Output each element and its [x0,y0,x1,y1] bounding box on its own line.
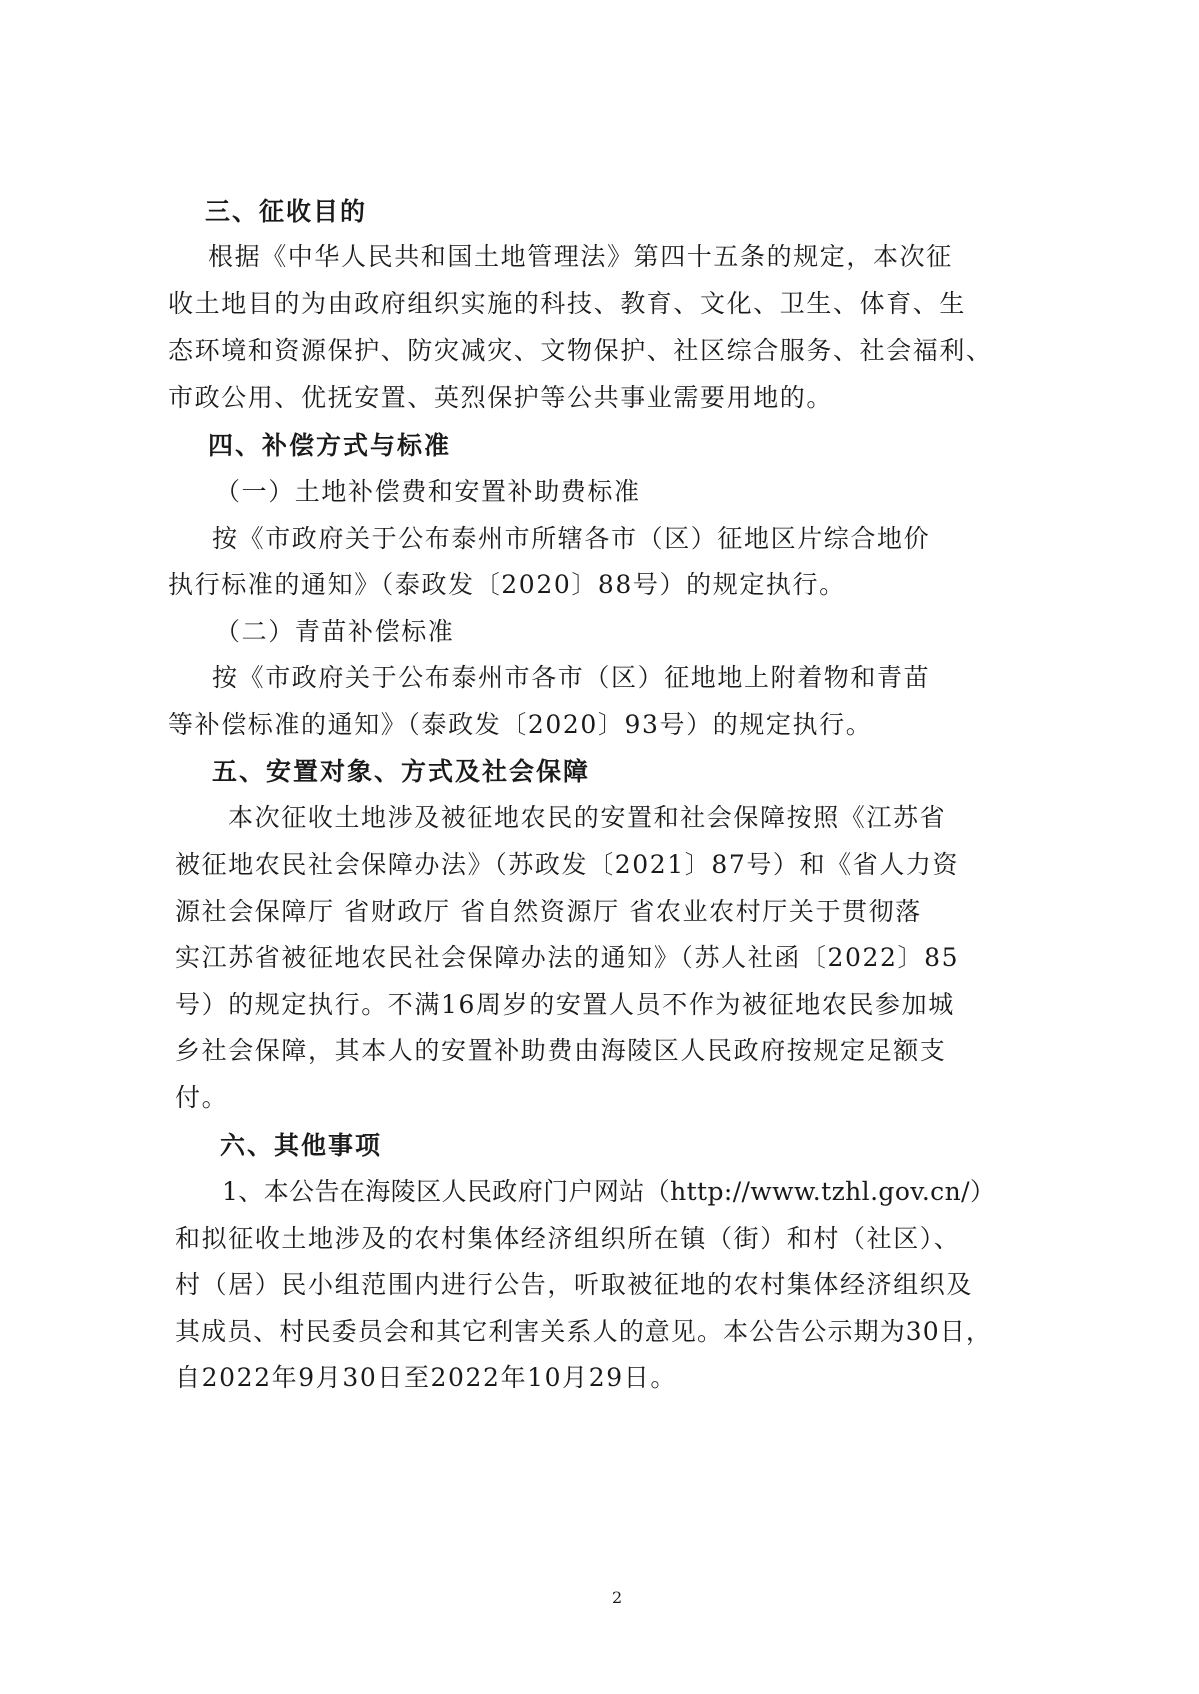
paragraph-line: 实江苏省被征地农民社会保障办法的通知》（苏人社函〔2022〕85 [175,943,960,972]
paragraph-line: 态环境和资源保护、防灾减灾、文物保护、社区综合服务、社会福利、 [168,336,993,365]
paragraph-line: 和拟征收土地涉及的农村集体经济组织所在镇（街）和村（社区）、 [175,1224,961,1253]
paragraph-line: 付。 [175,1083,229,1112]
paragraph-line: 等补偿标准的通知》（泰政发〔2020〕93号）的规定执行。 [168,710,873,739]
paragraph-line: 被征地农民社会保障办法》（苏政发〔2021〕87号）和《省人力资 [175,850,960,879]
paragraph-line: 按《市政府关于公布泰州市各市（区）征地地上附着物和青苗 [212,663,931,692]
paragraph-line: 执行标准的通知》（泰政发〔2020〕88号）的规定执行。 [168,570,846,599]
section-heading-resettlement: 五、安置对象、方式及社会保障 [212,757,591,786]
paragraph-line: 自2022年9月30日至2022年10月29日。 [175,1363,677,1392]
subsection-title-crop-compensation: （二）青苗补偿标准 [215,617,455,646]
subsection-title-land-compensation: （一）土地补偿费和安置补助费标准 [215,477,641,506]
paragraph-line: 源社会保障厅 省财政厅 省自然资源厅 省农业农村厅关于贯彻落 [175,897,922,926]
page-number: 2 [612,1588,623,1607]
section-heading-other-matters: 六、其他事项 [220,1131,383,1160]
paragraph-line: 村（居）民小组范围内进行公告，听取被征地的农村集体经济组织及 [175,1270,974,1299]
section-heading-compensation: 四、补偿方式与标准 [208,431,452,460]
paragraph-line: 本次征收土地涉及被征地农民的安置和社会保障按照《江苏省 [228,803,947,832]
paragraph-line: 市政公用、优抚安置、英烈保护等公共事业需要用地的。 [168,383,834,412]
paragraph-line: 其成员、村民委员会和其它利害关系人的意见。本公告公示期为30日， [175,1317,993,1346]
paragraph-line: 按《市政府关于公布泰州市所辖各市（区）征地区片综合地价 [212,524,931,553]
paragraph-line: 乡社会保障，其本人的安置补助费由海陵区人民政府按规定足额支 [175,1036,947,1065]
paragraph-line: 号）的规定执行。不满16周岁的安置人员不作为被征地农民参加城 [175,990,955,1019]
paragraph-line: 1、本公告在海陵区人民政府门户网站（http://www.tzhl.gov.cn/） [222,1177,996,1206]
section-heading-purpose: 三、征收目的 [205,197,368,226]
paragraph-line: 根据《中华人民共和国土地管理法》第四十五条的规定，本次征 [208,242,953,271]
paragraph-line: 收土地目的为由政府组织实施的科技、教育、文化、卫生、体育、生 [168,289,967,318]
